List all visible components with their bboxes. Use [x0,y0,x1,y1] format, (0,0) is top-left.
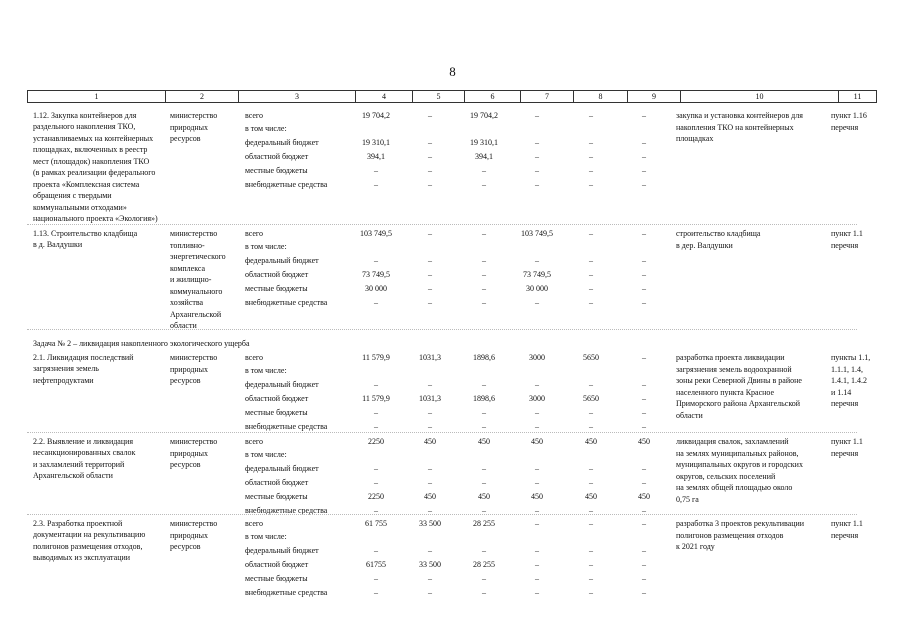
amount-cell: – [535,298,539,307]
amount-cell: – [482,574,486,583]
amount-cell: – [482,408,486,417]
column-number: 2 [166,91,239,103]
expected-result-line: к 2021 году [676,542,715,551]
column-number: 8 [574,91,628,103]
amount-cell: – [374,506,378,515]
activity-name-line: национального проекта «Экология») [33,214,158,224]
amount-cell: – [535,111,539,120]
amount-cell: – [535,506,539,515]
executor-line: министерство [170,519,218,528]
activity-name-line: в д. Валдушки [33,240,83,250]
expected-result-line: ликвидация свалок, захламлений [676,437,789,446]
activity-name-line: проекта «Комплексная система [33,179,140,189]
amount-cell: – [374,422,378,431]
executor-line: министерство [170,437,218,446]
amount-cell: – [642,588,646,597]
expected-result-line: закупка и установка контейнеров для [676,111,803,120]
activity-name-line: коммунальными отходами» [33,202,127,212]
amount-cell: – [642,298,646,307]
reference-line: пункты 1.1, [831,353,871,362]
amount-cell: – [428,422,432,431]
amount-cell: 450 [585,437,597,446]
amount-cell: – [428,298,432,307]
amount-cell: – [642,166,646,175]
budget-source-label: местные бюджеты [245,166,308,175]
amount-cell: 3000 [529,394,545,403]
amount-cell: 103 749,5 [521,229,553,238]
amount-cell: – [482,422,486,431]
column-number: 7 [521,91,574,103]
activity-name-line: документации на рекультивацию [33,530,146,540]
amount-cell: – [535,478,539,487]
expected-result-line: области [676,410,703,420]
amount-cell: – [589,506,593,515]
budget-source-label: внебюджетные средства [245,588,328,597]
executor-line: и жилищно- [170,275,212,284]
executor-line: ресурсов [170,134,201,143]
amount-cell: 450 [585,492,597,501]
budget-source-label: всего [245,437,264,446]
amount-cell: – [482,298,486,307]
amount-cell: – [642,408,646,417]
amount-cell: – [589,166,593,175]
amount-cell: – [535,138,539,147]
activity-name-line: раздельного накопления ТКО, [33,122,136,132]
activity-name-line: устанавливаемых на контейнерных [33,133,154,143]
amount-cell: 19 310,1 [362,138,390,147]
reference-line: перечня [831,530,859,540]
budget-source-label: федеральный бюджет [245,138,319,147]
budget-source-label: местные бюджеты [245,574,308,583]
amount-cell: 61755 [366,560,386,569]
amount-cell: – [428,284,432,293]
amount-cell: – [428,408,432,417]
page-number: 8 [449,64,456,79]
activity-name-line: загрязнения земель [33,364,99,374]
executor-line: министерство [170,353,218,362]
column-number: 6 [465,91,521,103]
amount-cell: 103 749,5 [360,229,392,238]
executor-line: области [170,321,197,330]
amount-cell: – [589,519,593,528]
amount-cell: 450 [638,437,650,446]
reference-line: пункт 1.16 [831,111,867,120]
amount-cell: – [428,478,432,487]
amount-cell: – [374,380,378,389]
amount-cell: – [428,166,432,175]
amount-cell: – [589,111,593,120]
expected-result-line: строительство кладбища [676,229,761,238]
amount-cell: – [589,180,593,189]
amount-cell: – [642,519,646,528]
amount-cell: – [482,180,486,189]
budget-source-label: всего [245,229,264,238]
amount-cell: – [482,506,486,515]
expected-result-line: накопления ТКО на контейнерных [676,122,794,132]
expected-result-line: округов, сельских поселений [676,471,776,481]
budget-source-label: в том числе: [245,366,287,375]
amount-cell: – [642,394,646,403]
amount-cell: 450 [424,492,436,501]
amount-cell: 450 [478,437,490,446]
amount-cell: – [535,256,539,265]
expected-result-line: Приморского района Архангельской [676,399,801,408]
amount-cell: – [374,574,378,583]
activity-name-line: обращения с твердыми [33,191,112,201]
budget-source-label: областной бюджет [245,270,309,279]
amount-cell: – [589,422,593,431]
expected-result-line: на землях муниципальных районов, [676,448,799,458]
expected-result-line: 0,75 га [676,494,699,504]
amount-cell: – [642,478,646,487]
amount-cell: 28 255 [473,519,495,528]
amount-cell: – [374,478,378,487]
amount-cell: – [642,422,646,431]
amount-cell: 19 704,2 [362,111,390,120]
expected-result-line: разработка 3 проектов рекультивации [676,519,805,528]
reference-line: перечня [831,448,859,458]
budget-source-label: внебюджетные средства [245,422,328,431]
amount-cell: – [428,588,432,597]
amount-cell: – [374,180,378,189]
amount-cell: – [535,519,539,528]
amount-cell: 30 000 [526,284,548,293]
column-number-row [28,91,877,103]
amount-cell: – [535,166,539,175]
reference-line: перечня [831,122,859,132]
reference-line: пункт 1.1 [831,519,863,528]
amount-cell: – [642,270,646,279]
executor-line: энергетического [170,252,226,261]
amount-cell: – [642,138,646,147]
amount-cell: – [642,111,646,120]
amount-cell: – [374,588,378,597]
amount-cell: – [374,408,378,417]
expected-result-line: загрязнения земель водоохранной [676,364,792,374]
activity-name-line: и захламлений территорий [33,459,125,469]
amount-cell: – [428,506,432,515]
reference-line: пункт 1.1 [831,437,863,446]
activity-name-line: Архангельской области [33,471,113,481]
column-number: 11 [839,91,877,103]
budget-source-label: местные бюджеты [245,284,308,293]
amount-cell: – [589,152,593,161]
column-number: 3 [239,91,356,103]
amount-cell: – [642,574,646,583]
amount-cell: – [374,256,378,265]
amount-cell: 1898,6 [473,353,495,362]
expected-result-line: зоны реки Северной Двины в районе [676,376,802,385]
amount-cell: – [642,464,646,473]
activity-name-line: 2.3. Разработка проектной [33,519,123,528]
executor-line: комплекса [170,263,206,273]
budget-source-label: местные бюджеты [245,408,308,417]
amount-cell: – [428,152,432,161]
row-divider [27,514,857,515]
activity-name-line: полигонов размещения отходов, [33,541,143,551]
executor-line: ресурсов [170,542,201,551]
amount-cell: – [642,180,646,189]
amount-cell: – [428,270,432,279]
amount-cell: 2250 [368,437,384,446]
amount-cell: – [374,166,378,175]
executor-line: хозяйства [170,298,204,307]
budget-source-label: областной бюджет [245,152,309,161]
amount-cell: – [642,256,646,265]
amount-cell: – [482,284,486,293]
amount-cell: – [642,229,646,238]
column-header-table [27,90,877,103]
budget-source-label: федеральный бюджет [245,256,319,265]
task-2-heading: Задача № 2 – ликвидация накопленного экологического ущерба [33,339,250,348]
column-number: 10 [681,91,839,103]
expected-result-line: населенного пункта Красное [676,387,775,397]
amount-cell: – [535,408,539,417]
amount-cell: 450 [531,492,543,501]
amount-cell: – [589,270,593,279]
amount-cell: 5650 [583,353,599,362]
reference-line: 1.4.1, 1.4.2 [831,376,867,385]
amount-cell: 394,1 [475,152,493,161]
budget-source-label: внебюджетные средства [245,298,328,307]
row-divider [27,224,857,225]
activity-name-line: 2.1. Ликвидация последствий [33,353,134,362]
executor-line: коммунального [170,286,223,296]
amount-cell: 394,1 [367,152,385,161]
executor-line: природных [170,364,209,374]
expected-result-line: разработка проекта ликвидации [676,353,785,362]
executor-line: Архангельской [170,309,222,319]
amount-cell: – [482,380,486,389]
reference-line: перечня [831,240,859,250]
activity-name-line: выводимых из эксплуатации [33,553,131,563]
amount-cell: – [589,464,593,473]
amount-cell: – [374,298,378,307]
budget-source-label: федеральный бюджет [245,546,319,555]
budget-source-label: внебюджетные средства [245,506,328,515]
amount-cell: – [642,152,646,161]
amount-cell: – [535,560,539,569]
budget-source-label: областной бюджет [245,394,309,403]
amount-cell: 1031,3 [419,394,441,403]
amount-cell: – [589,574,593,583]
budget-source-label: в том числе: [245,450,287,459]
amount-cell: 19 310,1 [470,138,498,147]
amount-cell: – [374,546,378,555]
amount-cell: 450 [424,437,436,446]
amount-cell: – [428,256,432,265]
amount-cell: – [589,408,593,417]
amount-cell: – [589,546,593,555]
activity-name-line: (в рамках реализации федерального [33,168,156,178]
amount-cell: 33 500 [419,519,441,528]
amount-cell: – [428,138,432,147]
amount-cell: 30 000 [365,284,387,293]
amount-cell: – [482,546,486,555]
amount-cell: 2250 [368,492,384,501]
amount-cell: – [482,464,486,473]
budget-source-label: в том числе: [245,242,287,251]
amount-cell: – [428,111,432,120]
executor-line: природных [170,530,209,540]
expected-result-line: муниципальных округов и городских [676,460,803,469]
amount-cell: – [589,256,593,265]
amount-cell: – [589,588,593,597]
budget-source-label: всего [245,353,264,362]
reference-line: 1.1.1, 1.4, [831,364,863,374]
budget-source-label: всего [245,111,264,120]
activity-name-line: 2.2. Выявление и ликвидация [33,437,134,446]
amount-cell: – [535,588,539,597]
reference-line: и 1.14 [831,387,852,397]
executor-line: министерство [170,229,218,238]
column-number: 4 [356,91,413,103]
reference-line: пункт 1.1 [831,229,863,238]
amount-cell: 450 [638,492,650,501]
budget-source-label: федеральный бюджет [245,380,319,389]
amount-cell: 450 [478,492,490,501]
amount-cell: 11 579,9 [362,353,390,362]
amount-cell: – [642,560,646,569]
amount-cell: – [428,546,432,555]
amount-cell: – [482,166,486,175]
amount-cell: 73 749,5 [362,270,390,279]
amount-cell: – [642,506,646,515]
amount-cell: – [535,422,539,431]
amount-cell: – [535,574,539,583]
amount-cell: 1898,6 [473,394,495,403]
amount-cell: 1031,3 [419,353,441,362]
amount-cell: – [428,574,432,583]
amount-cell: – [535,152,539,161]
executor-line: ресурсов [170,460,201,469]
amount-cell: – [642,353,646,362]
amount-cell: – [482,478,486,487]
row-divider [27,432,857,433]
executor-line: природных [170,448,209,458]
executor-line: природных [170,122,209,132]
amount-cell: 5650 [583,394,599,403]
budget-source-label: в том числе: [245,124,287,133]
amount-cell: – [482,229,486,238]
amount-cell: 73 749,5 [523,270,551,279]
amount-cell: – [482,270,486,279]
expected-result-line: в дер. Валдушки [676,240,733,250]
budget-source-label: всего [245,519,264,528]
expected-result-line: площадках [676,134,714,143]
amount-cell: 11 579,9 [362,394,390,403]
amount-cell: – [428,380,432,389]
amount-cell: – [428,464,432,473]
column-number: 9 [628,91,681,103]
amount-cell: – [482,588,486,597]
activity-name-line: 1.13. Строительство кладбища [33,229,138,238]
budget-source-label: областной бюджет [245,478,309,487]
amount-cell: – [589,560,593,569]
amount-cell: – [589,229,593,238]
amount-cell: – [589,284,593,293]
amount-cell: – [589,138,593,147]
budget-source-label: федеральный бюджет [245,464,319,473]
amount-cell: – [642,284,646,293]
amount-cell: – [535,380,539,389]
amount-cell: – [535,464,539,473]
amount-cell: 3000 [529,353,545,362]
executor-line: министерство [170,111,218,120]
amount-cell: – [589,478,593,487]
amount-cell: – [642,546,646,555]
executor-line: ресурсов [170,376,201,385]
budget-source-label: внебюджетные средства [245,180,328,189]
amount-cell: 19 704,2 [470,111,498,120]
column-number: 1 [28,91,166,103]
budget-source-label: местные бюджеты [245,492,308,501]
activity-name-line: нефтепродуктами [33,375,94,385]
row-divider [27,329,857,330]
amount-cell: 61 755 [365,519,387,528]
amount-cell: – [482,256,486,265]
expected-result-line: на землях общей площадью около [676,483,793,492]
amount-cell: – [535,180,539,189]
amount-cell: – [589,380,593,389]
amount-cell: 28 255 [473,560,495,569]
amount-cell: – [589,298,593,307]
activity-name-line: площадках, включенных в реестр [33,145,148,155]
executor-line: топливно- [170,240,205,250]
activity-name-line: мест (площадок) накопления ТКО [33,156,150,166]
amount-cell: – [428,229,432,238]
column-number: 5 [413,91,465,103]
amount-cell: – [374,464,378,473]
amount-cell: – [642,380,646,389]
amount-cell: 33 500 [419,560,441,569]
amount-cell: – [428,180,432,189]
reference-line: перечня [831,399,859,408]
budget-source-label: в том числе: [245,532,287,541]
activity-name-line: несанкционированных свалок [33,448,136,458]
amount-cell: – [535,546,539,555]
budget-source-label: областной бюджет [245,560,309,569]
expected-result-line: полигонов размещения отходов [676,530,784,540]
amount-cell: 450 [531,437,543,446]
activity-name-line: 1.12. Закупка контейнеров для [33,111,137,120]
